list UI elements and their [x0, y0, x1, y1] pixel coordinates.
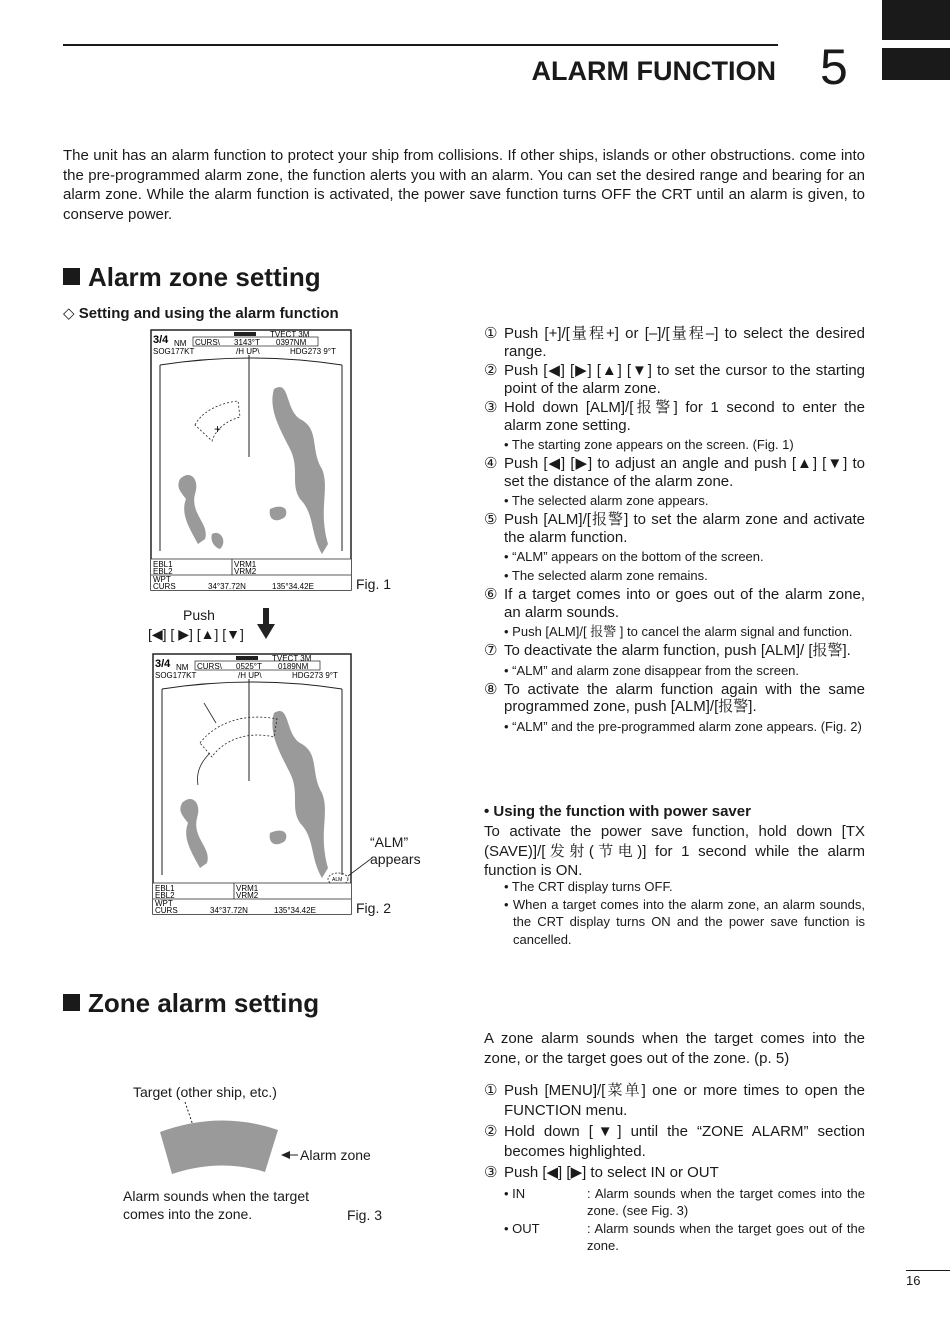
ebl2-label: EBL2 [155, 891, 175, 900]
ebl1-label: EBL1 [153, 560, 173, 569]
option-key: • OUT [504, 1220, 540, 1236]
chapter-number: 5 [820, 39, 848, 95]
power-saver-body: To activate the power save function, hold down [TX (SAVE)]/[发射(节电)] for 1 second while the alarm function is ON. [484, 823, 865, 879]
step-number: ① [484, 325, 498, 342]
alarm-zone-diagram [150, 1100, 390, 1180]
ebl1-label: EBL1 [155, 884, 175, 893]
step-text: Hold down [ALM]/[报警] for 1 second to enter the alarm zone setting. [504, 399, 865, 434]
fig3-caption: Fig. 3 [347, 1207, 383, 1223]
hdg-readout: HDG273 9°T [290, 347, 336, 356]
chapter-tab-top [882, 0, 950, 40]
alm-callout-line2: appears [370, 851, 421, 867]
chapter-tab-bottom [882, 48, 950, 80]
diamond-icon: ◇ [63, 305, 79, 322]
wpt-label: WPT [153, 575, 171, 584]
curs-row-label: CURS [153, 582, 176, 591]
step-item [484, 1163, 865, 1183]
vrm1-label: VRM1 [236, 884, 259, 893]
square-bullet-icon [63, 268, 80, 285]
sog-readout: SOG177KT [155, 671, 197, 680]
step-text: To activate the alarm function again with the same programmed zone, push [ALM]/[报警]. [504, 680, 865, 715]
power-saver-note: • The CRT display turns OFF. [504, 879, 673, 894]
step-item [484, 455, 865, 490]
section-heading-zone-alarm [63, 988, 319, 1019]
step-number: ⑥ [484, 586, 498, 603]
intro-paragraph: The unit has an alarm function to protect your ship from collisions. If other ships, islands or other obstructions. come into the pre-programmed alarm zone, the function alerts you with an alarm. You can set the desired range and bearing for an alarm zone. While the alarm function is activated, the power save function turns OFF the CRT until an alarm is given, to conserve power. [63, 147, 865, 223]
fig2-caption: Fig. 2 [356, 900, 392, 916]
callout-leader-line [344, 856, 374, 880]
step-number: ② [484, 1123, 498, 1140]
step-number: ⑤ [484, 511, 498, 528]
fig3-sound-label-1: Alarm sounds when the target [123, 1188, 309, 1204]
step-number: ⑦ [484, 642, 498, 659]
step-item [484, 399, 865, 434]
step-item [484, 325, 865, 360]
longitude-readout: 135°34.42E [274, 906, 316, 915]
alm-indicator: ALM [332, 877, 343, 883]
alm-callout-line1: “ALM” [370, 834, 409, 850]
step-number: ③ [484, 399, 498, 416]
push-keys: [◀] [ ▶] [▲] [▼] [148, 626, 244, 642]
step-text: Push [◀] [▶] to select IN or OUT [504, 1164, 719, 1181]
sog-readout: SOG177KT [153, 347, 195, 356]
vector-readout: TVECT 3M [272, 654, 312, 663]
power-saver-note: • When a target comes into the alarm zone, an alarm sounds, the CRT display turns ON and the power save function is cancelled. [504, 896, 865, 947]
step-text: Push [MENU]/[菜单] one or more times to open the FUNCTION menu. [504, 1082, 865, 1119]
step-number: ① [484, 1082, 498, 1099]
step-note: • The starting zone appears on the screen. (Fig. 1) [504, 437, 794, 452]
step-number: ② [484, 362, 498, 379]
fig1-caption: Fig. 1 [356, 576, 392, 592]
section-heading-alarm-zone [63, 262, 321, 293]
down-arrow-icon [256, 608, 276, 640]
svg-text:+: + [214, 422, 222, 436]
section-title: Zone alarm setting [88, 988, 320, 1018]
zone-alarm-intro: A zone alarm sounds when the target comes into the zone, or the target goes out of the zone. (p. 5) [484, 1030, 865, 1067]
section-title: Alarm zone setting [88, 262, 321, 292]
hup-readout: /H UP\ [238, 671, 262, 680]
latitude-readout: 34°37.72N [210, 906, 248, 915]
latitude-readout: 34°37.72N [208, 582, 246, 591]
step-number: ⑧ [484, 680, 498, 698]
fig3-zone-label: Alarm zone [300, 1147, 371, 1163]
vector-readout: TVECT 3M [270, 330, 310, 339]
vrm1-label: VRM1 [234, 560, 257, 569]
option-item [504, 1220, 865, 1255]
step-note: • “ALM” and alarm zone disappear from the screen. [504, 662, 800, 678]
step-item [484, 681, 865, 716]
step-text: Push [ALM]/[报警] to set the alarm zone and activate the alarm function. [504, 511, 865, 546]
footer-rule [906, 1270, 950, 1271]
step-note: • The selected alarm zone remains. [504, 568, 708, 583]
step-text: Push [◀] [▶] [▲] [▼] to set the cursor to the starting point of the alarm zone. [504, 362, 865, 397]
step-text: If a target comes into or goes out of the alarm zone, an alarm sounds. [504, 586, 865, 621]
subsection-title: Setting and using the alarm function [78, 305, 339, 322]
range-unit: NM [174, 339, 187, 348]
curs-label: CURS\ [197, 662, 222, 671]
alarm-steps-list [484, 325, 865, 737]
ebl2-label: EBL2 [153, 567, 173, 576]
radar-screen-fig1 [150, 329, 352, 591]
step-item [484, 642, 865, 660]
step-note: • Push [ALM]/[ 报警 ] to cancel the alarm signal and function. [504, 624, 853, 639]
step-number: ④ [484, 455, 498, 472]
power-saver-notes [504, 878, 865, 948]
chapter-title: ALARM FUNCTION [531, 56, 776, 86]
square-bullet-icon [63, 994, 80, 1011]
step-text: Push [+]/[量程+] or [–]/[量程–] to select the desired range. [504, 325, 865, 360]
option-value: : Alarm sounds when the target goes out of the zone. [587, 1220, 865, 1253]
curs-label: CURS\ [195, 338, 220, 347]
bearing-readout: 3143°T [234, 338, 260, 347]
curs-row-label: CURS [155, 906, 178, 915]
power-saver-heading: • Using the function with power saver [484, 803, 751, 820]
option-value: : Alarm sounds when the target comes into the zone. (see Fig. 3) [587, 1185, 865, 1218]
subsection-heading [63, 304, 339, 322]
vrm2-label: VRM2 [236, 891, 259, 900]
push-label: Push [183, 607, 215, 623]
option-key: • IN [504, 1185, 526, 1201]
step-text: Hold down [▼] until the “ZONE ALARM” section becomes highlighted. [504, 1123, 865, 1160]
hup-readout: /H UP\ [236, 347, 260, 356]
wpt-label: WPT [155, 899, 173, 908]
step-number: ③ [484, 1164, 498, 1181]
step-note: • “ALM” and the pre-programmed alarm zone appears. (Fig. 2) [504, 718, 862, 734]
step-text: To deactivate the alarm function, push [ALM]/ [报警]. [504, 642, 851, 659]
step-item [484, 1122, 865, 1161]
bearing-readout: 0525°T [236, 662, 262, 671]
fig3-sound-label-2: comes into the zone. [123, 1206, 253, 1222]
range-readout: 3/4 [153, 334, 169, 346]
distance-readout: 0397NM [276, 338, 307, 347]
option-item [504, 1185, 865, 1220]
radar-screen-fig2 [152, 653, 352, 915]
step-item [484, 362, 865, 397]
step-note: • “ALM” appears on the bottom of the screen. [504, 549, 764, 564]
vrm2-label: VRM2 [234, 567, 257, 576]
range-readout: 3/4 [155, 658, 171, 670]
header-rule [63, 44, 778, 46]
step-text: Push [◀] [▶] to adjust an angle and push [▲] [▼] to set the distance of the alarm zone. [504, 455, 865, 490]
range-unit: NM [176, 663, 189, 672]
distance-readout: 0189NM [278, 662, 309, 671]
hdg-readout: HDG273 9°T [292, 671, 338, 680]
fig3-target-label: Target (other ship, etc.) [133, 1084, 277, 1100]
step-item [484, 1081, 865, 1120]
step-item [484, 586, 865, 621]
longitude-readout: 135°34.42E [272, 582, 314, 591]
step-item [484, 511, 865, 546]
zone-alarm-steps [484, 1081, 865, 1255]
page-number: 16 [906, 1273, 921, 1288]
step-note: • The selected alarm zone appears. [504, 493, 709, 508]
